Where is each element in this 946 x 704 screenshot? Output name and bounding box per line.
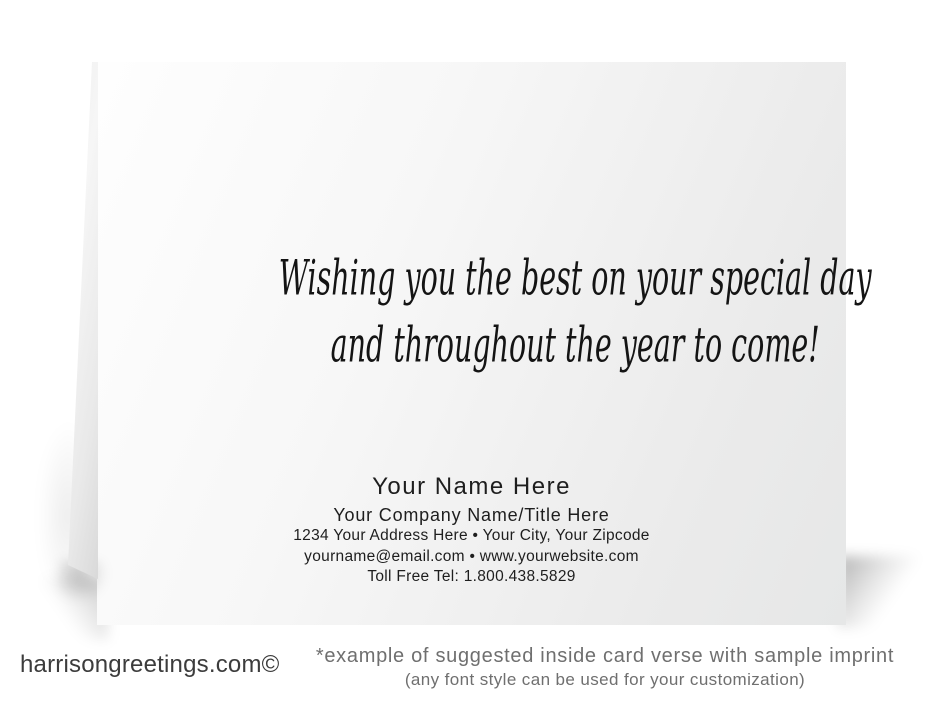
imprint-contact: yourname@email.com • www.yourwebsite.com [304, 547, 639, 565]
sample-imprint-block [97, 472, 846, 588]
imprint-address: 1234 Your Address Here • Your City, Your Zipcode [293, 527, 650, 544]
verse-line-1: Wishing you the best on your special day [278, 249, 872, 306]
footer-note-line-1: *example of suggested inside card verse with sample imprint [315, 645, 895, 667]
card-verse [97, 244, 872, 374]
footer-note-line-2: (any font style can be used for your customization) [404, 670, 806, 689]
footer-note [288, 644, 922, 691]
verse-line-2: and throughout the year to come! [330, 316, 820, 374]
imprint-name: Your Name Here [372, 473, 571, 500]
card-verse-script-text [279, 244, 872, 378]
imprint-company: Your Company Name/Title Here [333, 505, 610, 525]
imprint-phone: Toll Free Tel: 1.800.438.5829 [367, 568, 576, 585]
footer-brand-text: harrisongreetings.com© [20, 651, 280, 678]
greeting-card-inside-panel [97, 62, 872, 625]
card-bottom-right-shadow [838, 556, 924, 628]
